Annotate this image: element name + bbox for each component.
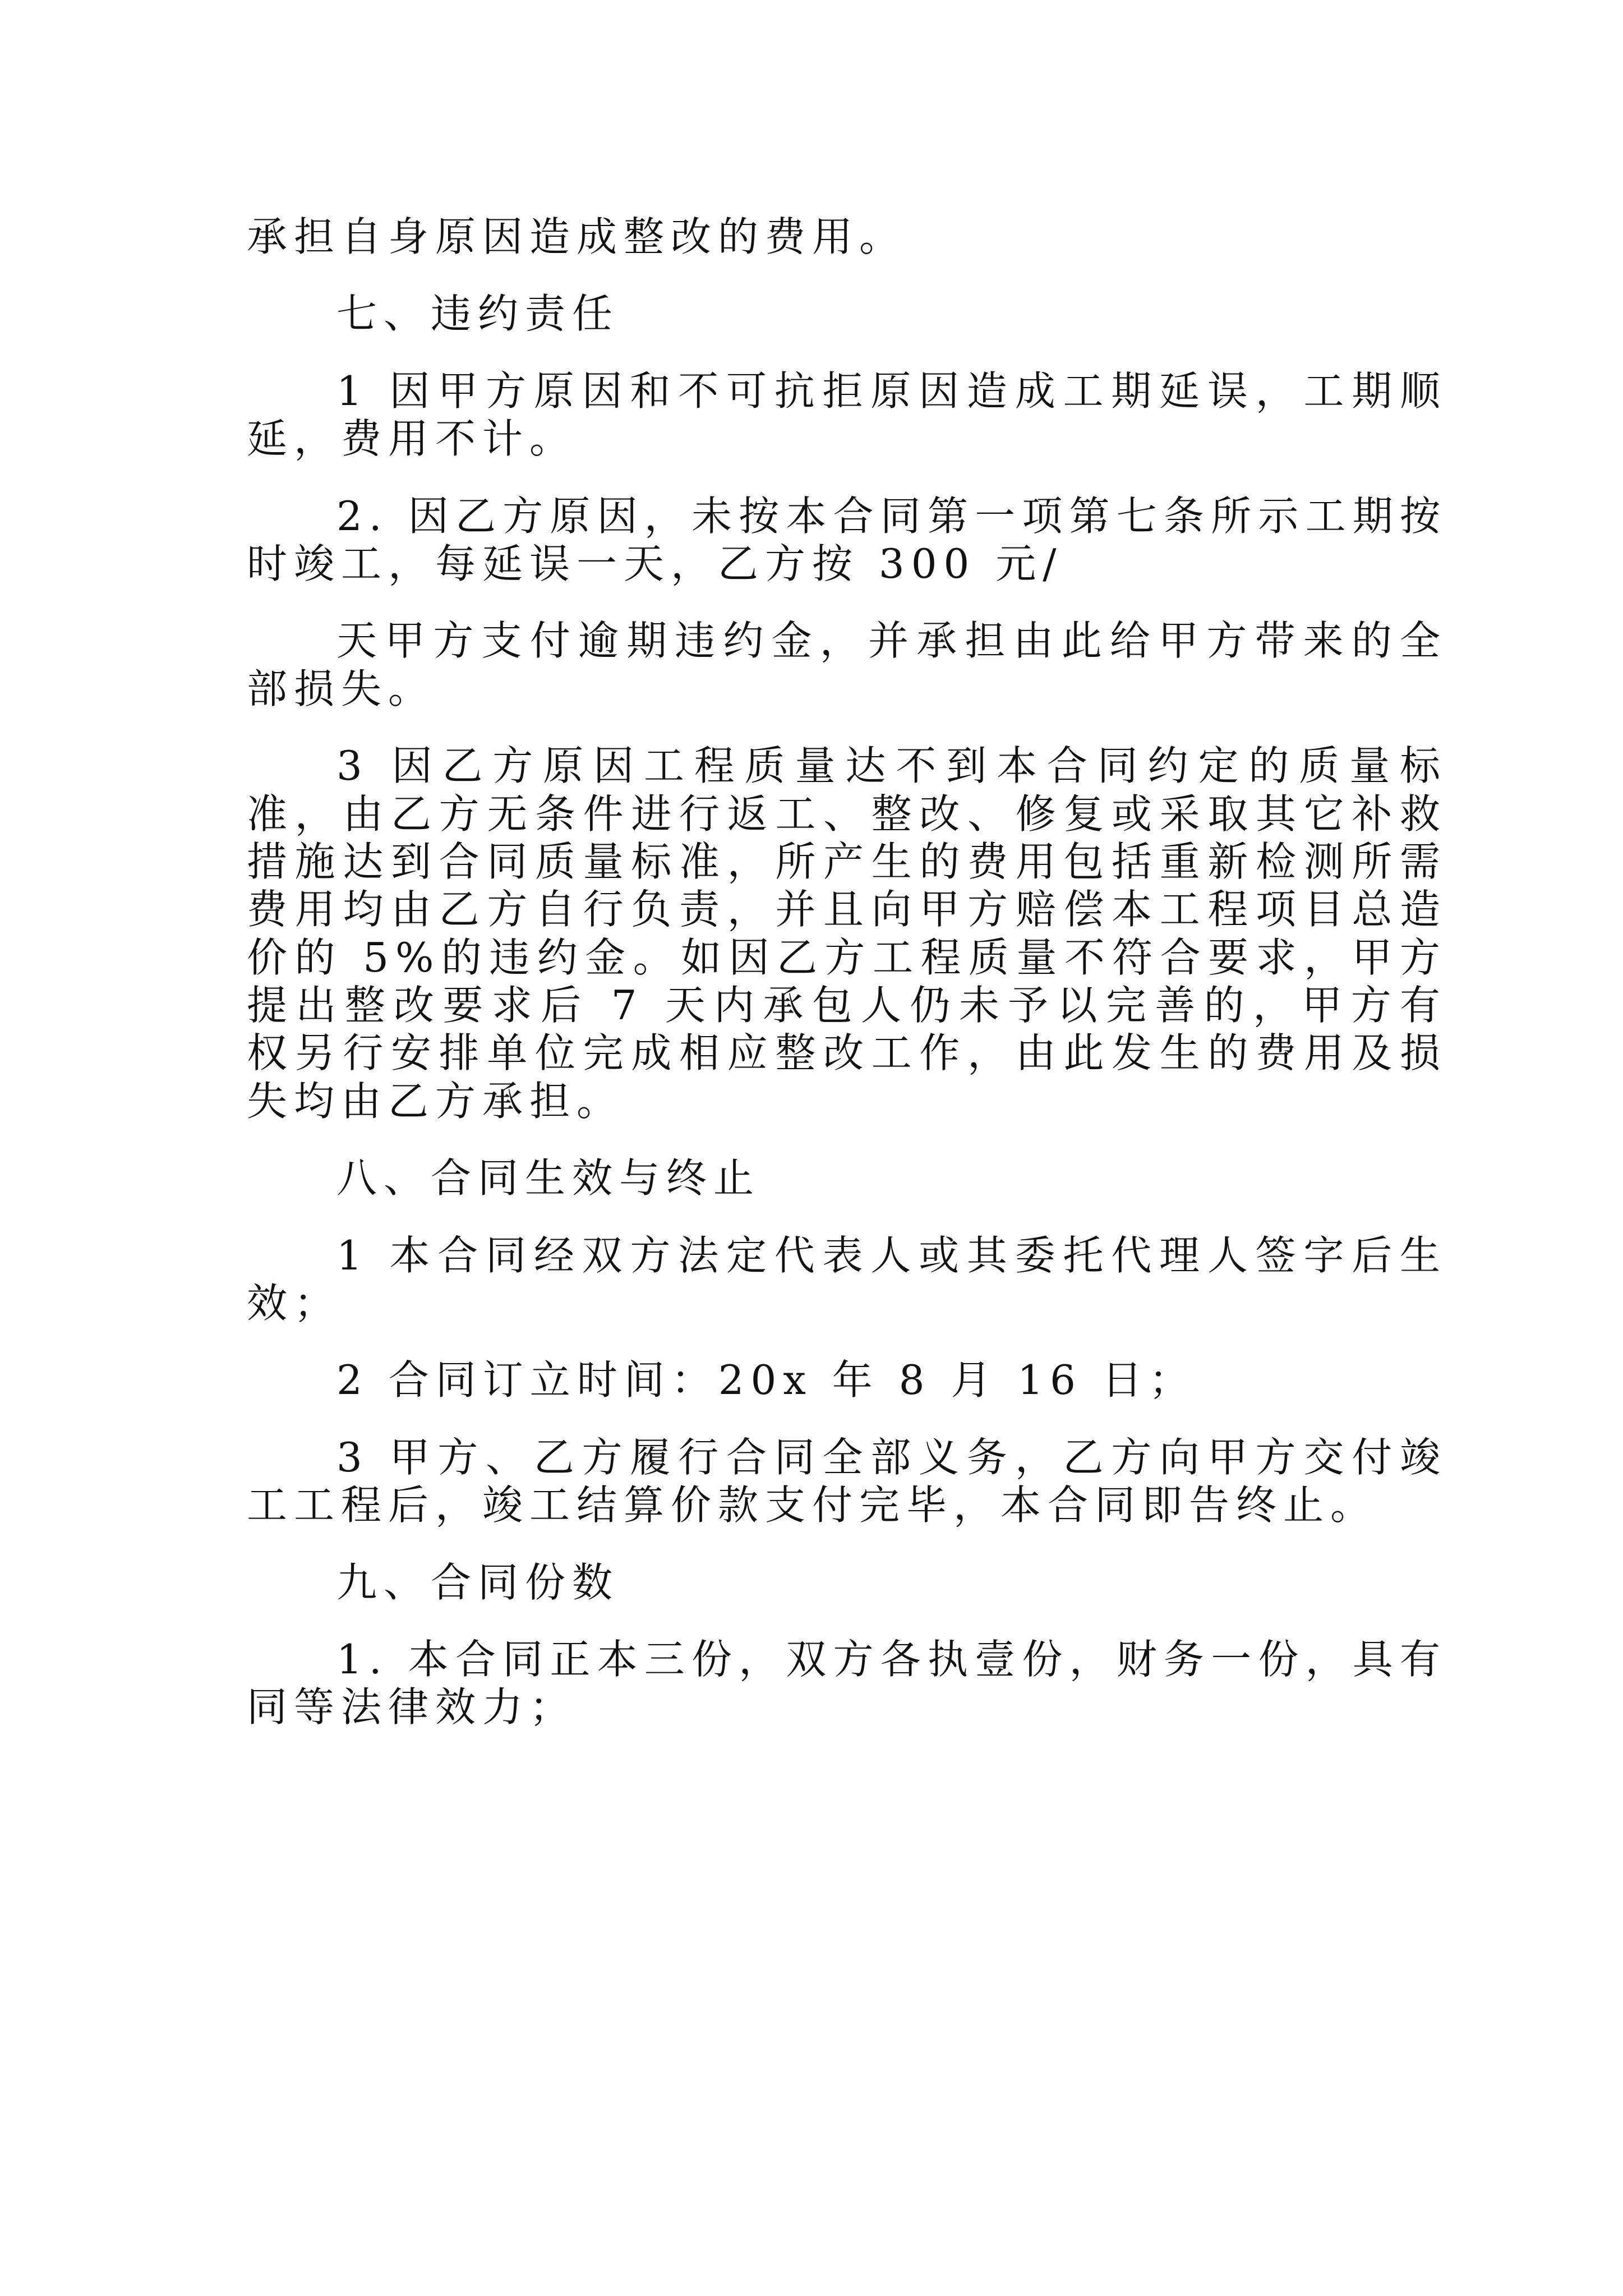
document-body	[247, 213, 1447, 1761]
clause-7-2-continued: 天甲方支付逾期违约金，并承担由此给甲方带来的全部损失。	[247, 617, 1447, 712]
clause-7-3: 3 因乙方原因工程质量达不到本合同约定的质量标准，由乙方无条件进行返工、整改、修复或采取其它补救措施达到合同质量标准，所产生的费用包括重新检测所需费用均由乙方自行负责，并且向甲方赔偿本工程项目总造价的 5%的违约金。如因乙方工程质量不符合要求，甲方提出整改要求后 7 天内承包人仍未予以完善的，甲方有权另行安排单位完成相应整改工作，由此发生的费用及损失均由乙方承担。	[247, 742, 1447, 1125]
clause-8-3: 3 甲方、乙方履行合同全部义务，乙方向甲方交付竣工工程后，竣工结算价款支付完毕，本合同即告终止。	[247, 1433, 1447, 1529]
clause-8-2: 2 合同订立时间：20x 年 8 月 16 日；	[336, 1356, 1196, 1404]
clause-9-1: 1. 本合同正本三份，双方各执壹份，财务一份，具有同等法律效力；	[247, 1635, 1447, 1731]
section-heading-breach-liability: 七、违约责任	[336, 290, 620, 338]
section-heading-copies: 九、合同份数	[336, 1558, 620, 1606]
clause-7-2: 2. 因乙方原因，未按本合同第一项第七条所示工期按时竣工，每延误一天，乙方按 300 元/	[247, 492, 1447, 587]
clause-7-1: 1 因甲方原因和不可抗拒原因造成工期延误，工期顺延，费用不计。	[247, 367, 1447, 463]
section-heading-effect-termination: 八、合同生效与终止	[336, 1154, 761, 1202]
paragraph-continuation: 承担自身原因造成整改的费用。	[247, 213, 907, 260]
clause-8-1: 1 本合同经双方法定代表人或其委托代理人签字后生效；	[247, 1231, 1447, 1327]
